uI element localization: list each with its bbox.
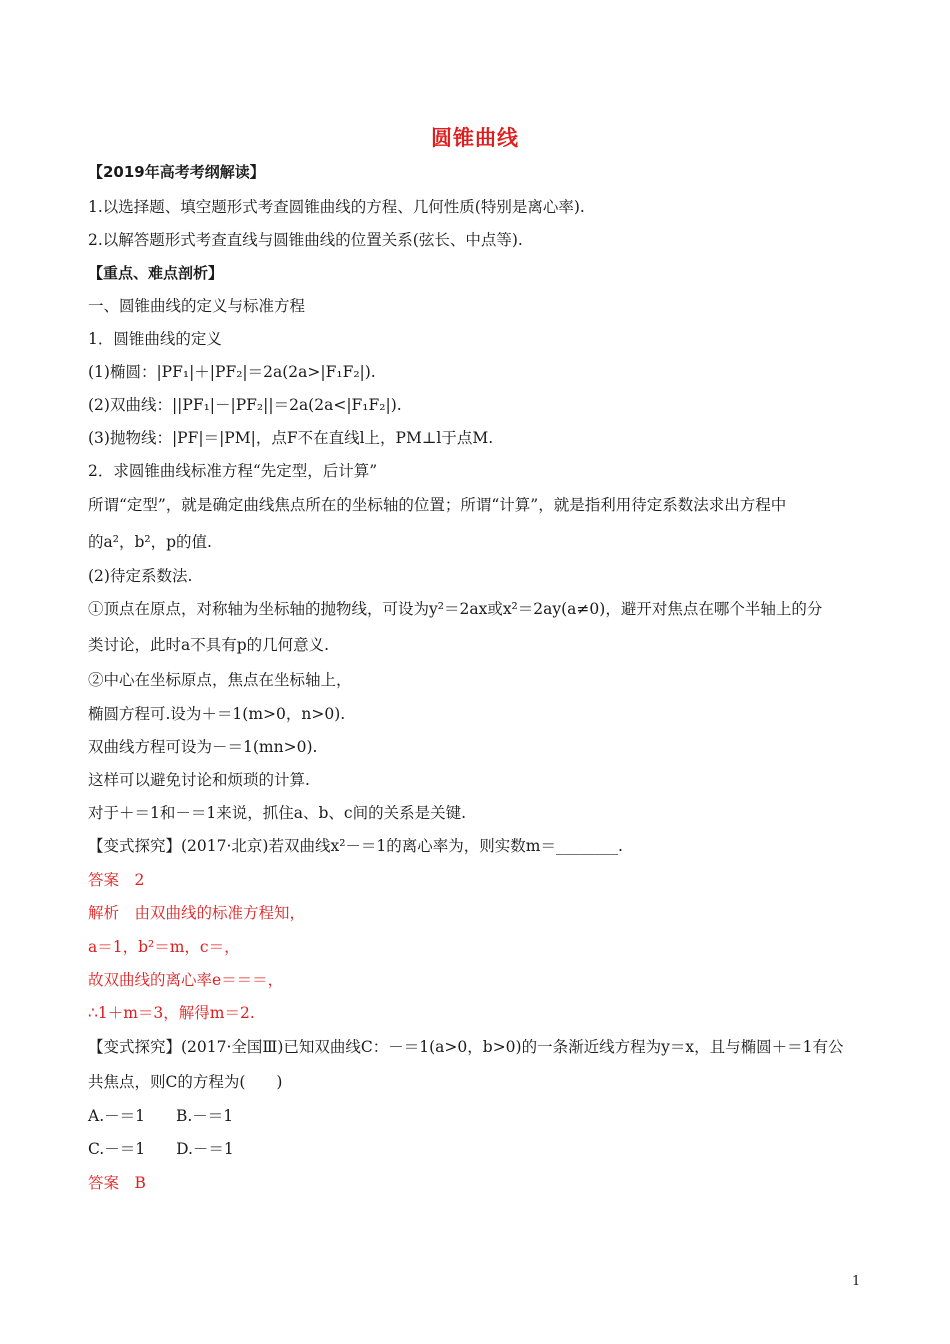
text-line: 椭圆方程可.设为＋＝1(m>0，n>0). [88, 705, 346, 723]
text-line: (3)抛物线：|PF|＝|PM|，点F不在直线l上，PM⊥l于点M. [88, 429, 494, 447]
text-line: ①顶点在原点，对称轴为坐标轴的抛物线，可设为y²＝2ax或x²＝2ay(a≠0)，避开对焦点在哪个半轴上的分 [88, 600, 823, 618]
text-line: 2.以解答题形式考查直线与圆锥曲线的位置关系(弦长、中点等). [88, 231, 523, 249]
text-line: (2)双曲线：||PF₁|－|PF₂||＝2a(2a<|F₁F₂|). [88, 396, 402, 414]
exercise-prompt: 【变式探究】(2017·全国Ⅲ)已知双曲线C：－＝1(a>0，b>0)的一条渐近线方程为y＝x，且与椭圆＋＝1有公 [88, 1038, 844, 1056]
answer-line: 答案 2 [88, 871, 145, 889]
text-line: ②中心在坐标原点，焦点在坐标轴上， [88, 671, 352, 689]
solution-line: 解析 由双曲线的标准方程知， [88, 904, 306, 922]
text-line: 类讨论，此时a不具有p的几何意义. [88, 636, 330, 654]
choice-line: C.－＝1 D.－＝1 [88, 1140, 234, 1158]
text-line: 对于＋＝1和－＝1来说，抓住a、b、c间的关系是关键. [88, 804, 466, 822]
text-line: 一、圆锥曲线的定义与标准方程 [88, 297, 306, 315]
text-line: 共焦点，则C的方程为( ) [88, 1073, 283, 1091]
answer-line: 答案 B [88, 1174, 146, 1192]
page-number: 1 [852, 1274, 861, 1289]
section-heading: 【2019年高考考纲解读】 [88, 163, 265, 181]
text-line: 的a²，b²，p的值. [88, 533, 212, 551]
exercise-prompt: 【变式探究】(2017·北京)若双曲线x²－＝1的离心率为，则实数m＝________. [88, 837, 623, 855]
text-line: (2)待定系数法. [88, 567, 193, 585]
section-heading: 【重点、难点剖析】 [88, 264, 224, 282]
solution-line: 故双曲线的离心率e＝＝＝， [88, 971, 284, 989]
text-line: 1．圆锥曲线的定义 [88, 330, 222, 348]
text-line: 双曲线方程可设为－＝1(mn>0). [88, 738, 318, 756]
text-line: 这样可以避免讨论和烦琐的计算. [88, 771, 310, 789]
text-line: 所谓“定型”，就是确定曲线焦点所在的坐标轴的位置；所谓“计算”，就是指利用待定系数法求出方程中 [88, 496, 787, 514]
choice-line: A.－＝1 B.－＝1 [88, 1107, 234, 1125]
solution-line: ∴1＋m＝3，解得m＝2. [88, 1004, 255, 1022]
text-line: 1.以选择题、填空题形式考查圆锥曲线的方程、几何性质(特别是离心率). [88, 198, 585, 216]
text-line: (1)椭圆：|PF₁|＋|PF₂|＝2a(2a>|F₁F₂|). [88, 363, 376, 381]
text-line: 2．求圆锥曲线标准方程“先定型，后计算” [88, 462, 378, 480]
page-title: 圆锥曲线 [431, 126, 519, 150]
solution-line: a＝1，b²＝m，c＝， [88, 938, 240, 956]
